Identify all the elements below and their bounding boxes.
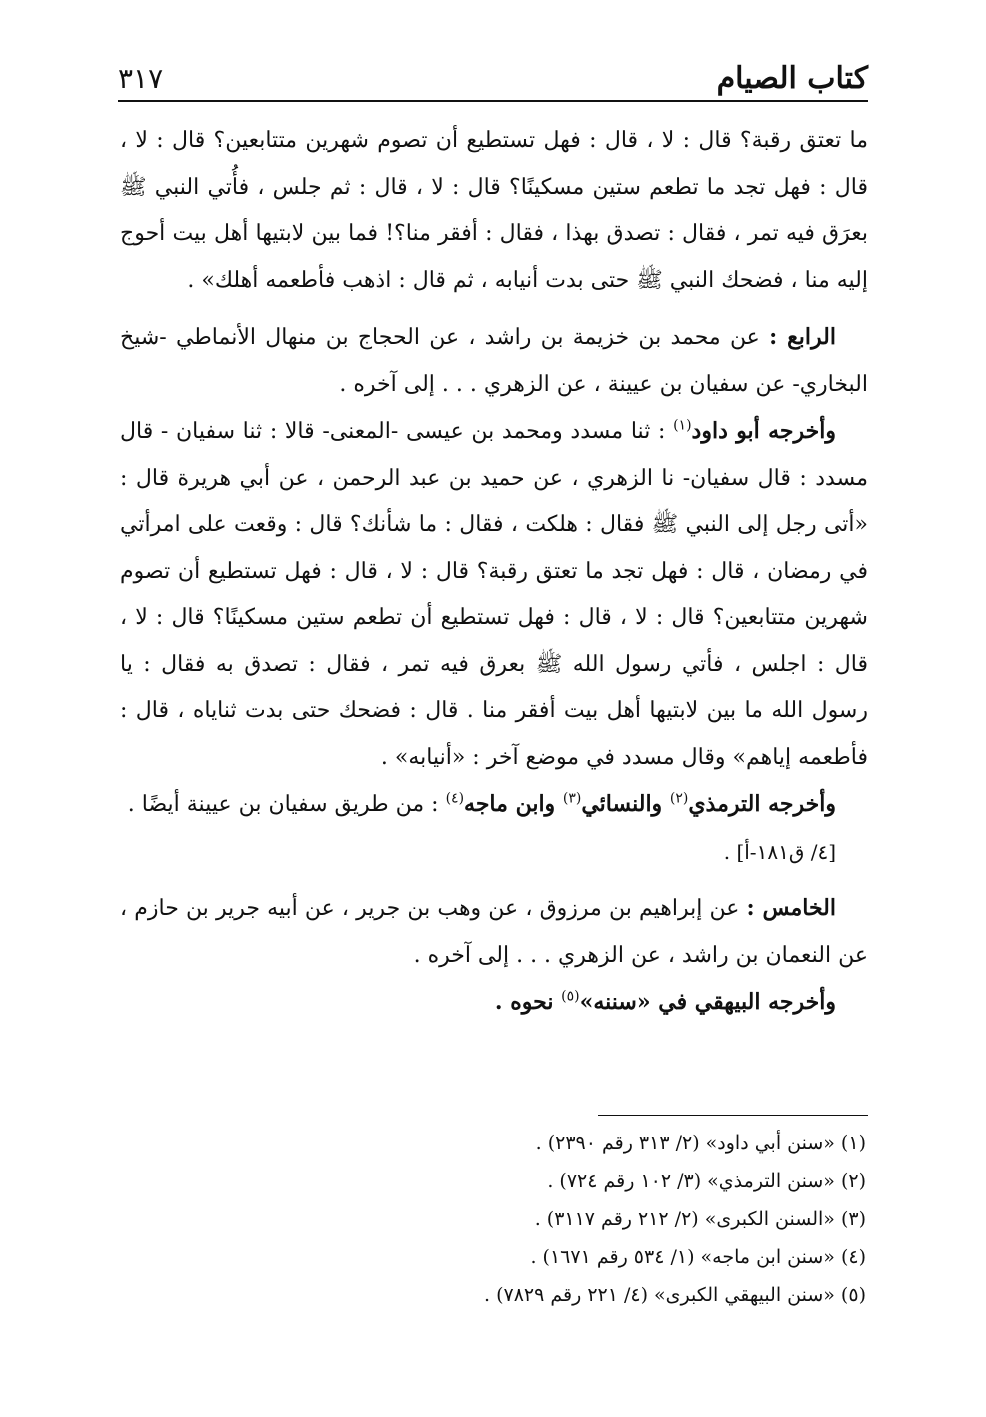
paragraph-lead: وأخرجه البيهقي في «سننه»	[579, 989, 836, 1015]
footnote-3: (٣) «السنن الكبرى» (٢/ ٢١٢ رقم ٣١١٧) .	[534, 1208, 866, 1230]
footnote-2: (٢) «سنن الترمذي» (٣/ ١٠٢ رقم ٧٢٤) .	[547, 1170, 866, 1192]
footnote-marker[interactable]: (١)	[673, 417, 692, 434]
footnote-4: (٤) «سنن ابن ماجه» (١/ ٥٣٤ رقم ١٦٧١) .	[530, 1246, 866, 1268]
paragraph-other-sources	[120, 781, 868, 829]
paragraph-lead: وأخرجه الترمذي	[688, 791, 836, 817]
paragraph-text: عن إبراهيم بن مرزوق ، عن وهب بن جرير ، عن أبيه جرير بن حازم ، عن النعمان بن راشد ، عن الزهري . . . إلى آخره .	[120, 896, 868, 968]
page-header	[118, 54, 868, 98]
footnote-marker[interactable]: (٥)	[561, 988, 580, 1005]
paragraph-lead: والنسائي	[581, 791, 670, 817]
running-title: كتاب الصيام	[716, 61, 868, 96]
footnotes	[120, 1124, 866, 1314]
paragraph-bayhaqi	[120, 979, 868, 1027]
paragraph-continuation: ما تعتق رقبة؟ قال : لا ، قال : فهل تستطيع أن تصوم شهرين متتابعين؟ قال : لا ، قال : فهل تجد ما تطعم ستين مسكينًا؟ قال : لا ، قال : ثم جلس ، فأُتي النبي ﷺ بعرَق فيه تمر ، فقال : تصدق بهذا ، فقال : أفقر منا؟! فما بين لابتيها أهل بيت أحوج إليه منا ، فضحك النبي ﷺ حتى بدت أنيابه ، ثم قال : اذهب فأطعمه أهلك» .	[120, 128, 868, 293]
paragraph-text: : ثنا مسدد ومحمد بن عيسى -المعنى- قالا : ثنا سفيان - قال مسدد : قال سفيان- نا الزهري ، عن حميد بن عبد الرحمن ، عن أبي هريرة قال : «أتى رجل إلى النبي ﷺ فقال : هلكت ، فقال : ما شأنك؟ قال : وقعت على امرأتي في رمضان ، قال : فهل تجد ما تعتق رقبة؟ قال : لا ، قال : فهل تستطيع أن تصوم شهرين متتابعين؟ قال : لا ، قال : فهل تستطيع أن تطعم ستين مسكينًا؟ قال : لا ، قال : اجلس ، فأتي رسول الله ﷺ بعرق فيه تمر ، فقال : تصدق به فقال : يا رسول الله ما بين لابتيها أهل بيت أفقر منا . قال : فضحك حتى بدت ثناياه ، قال : فأطعمه إياهم» وقال مسدد في موضع آخر : «أنيابه» .	[120, 419, 868, 770]
footnote-rule	[598, 1115, 868, 1116]
paragraph-abu-dawud	[120, 408, 868, 781]
paragraph-fourth-route	[120, 314, 868, 408]
paragraph-lead: نحوه .	[494, 989, 562, 1015]
footnote-1: (١) «سنن أبي داود» (٢/ ٣١٣ رقم ٢٣٩٠) .	[535, 1132, 866, 1154]
page-number: ٣١٧	[118, 62, 164, 95]
paragraph-lead: الخامس :	[746, 895, 836, 921]
footnote-marker[interactable]: (٣)	[562, 790, 582, 807]
main-text	[120, 118, 868, 1027]
paragraph-lead: وأخرجه أبو داود	[691, 418, 836, 444]
paragraph-lead: وابن ماجه	[464, 791, 563, 817]
manuscript-reference: [٤/ ق١٨١-أ] .	[723, 839, 836, 864]
footnote-marker[interactable]: (٤)	[445, 790, 465, 807]
paragraph-fifth-route	[120, 885, 868, 979]
footnote-marker[interactable]: (٢)	[669, 790, 689, 807]
paragraph-text: : من طريق سفيان بن عيينة أيضًا .	[127, 792, 446, 817]
paragraph-lead: الرابع :	[769, 324, 836, 350]
paragraph-text: عن محمد بن خزيمة بن راشد ، عن الحجاج بن منهال الأنماطي -شيخ البخاري- عن سفيان بن عيينة ، عن الزهري . . . إلى آخره .	[120, 325, 868, 397]
header-rule	[118, 100, 868, 102]
footnote-5: (٥) «سنن البيهقي الكبرى» (٤/ ٢٢١ رقم ٧٨٢٩) .	[484, 1284, 866, 1306]
